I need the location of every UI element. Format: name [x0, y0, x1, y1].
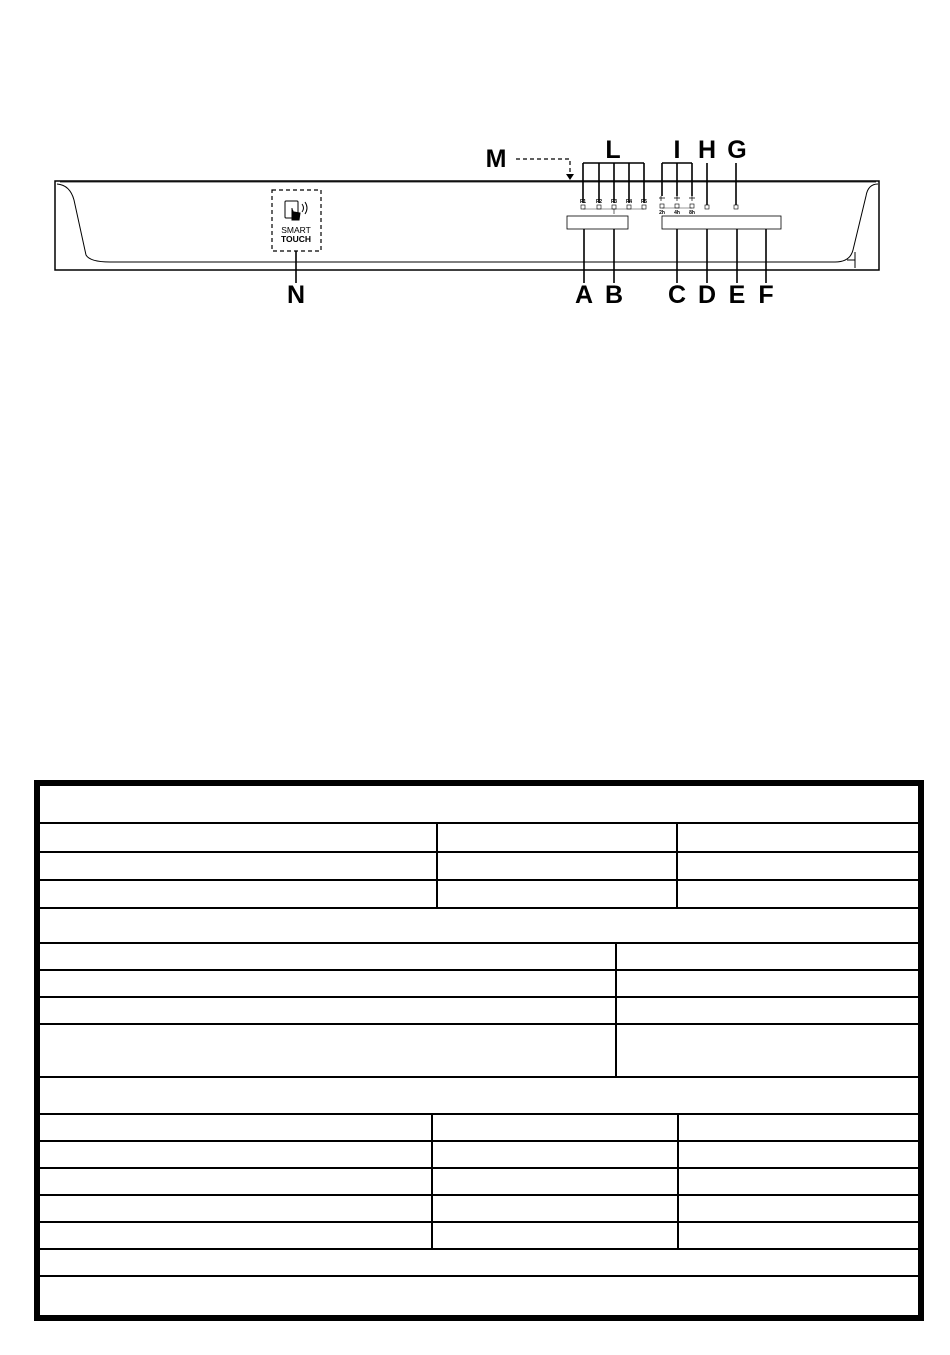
- table-cell: [40, 944, 617, 969]
- table-cell: [438, 824, 678, 851]
- table-cell: [678, 881, 918, 907]
- table-cell: [433, 1169, 679, 1194]
- callout-f: F: [758, 281, 774, 309]
- section3-header: [40, 1078, 918, 1113]
- delay-buttons: [659, 196, 695, 216]
- smart-touch-label-line1: SMART: [281, 225, 311, 235]
- table-cell: [679, 1115, 918, 1140]
- delay-button-2h: [659, 196, 665, 216]
- callout-g: G: [727, 136, 747, 164]
- program-label-p1: P1: [579, 199, 587, 205]
- callout-a: A: [574, 281, 594, 309]
- indicator-g: [734, 205, 738, 209]
- section2-header-row: [40, 909, 918, 944]
- table-cell: [40, 1223, 433, 1248]
- program-label-p2: P2: [595, 199, 603, 205]
- table-row: [40, 853, 918, 881]
- control-panel-diagram: [0, 0, 950, 330]
- table-cell: [679, 1169, 918, 1194]
- callout-d: D: [697, 281, 717, 309]
- table-row: [40, 971, 918, 998]
- nfc-touch-icon: [285, 201, 307, 220]
- smart-touch-label-line2: TOUCH: [280, 234, 312, 244]
- footer-row: [40, 1277, 918, 1315]
- table-cell: [679, 1223, 918, 1248]
- table-cell: [617, 1025, 918, 1076]
- table-cell: [40, 1277, 918, 1315]
- table-cell: [678, 824, 918, 851]
- table-cell: [617, 998, 918, 1023]
- table-cell: [40, 1142, 433, 1167]
- delay-label-2h: 2h: [659, 210, 665, 216]
- table-cell: [678, 853, 918, 879]
- callout-n: N: [286, 281, 306, 309]
- callout-c: C: [667, 281, 687, 309]
- section1-header: [40, 786, 918, 822]
- control-panel: [55, 181, 879, 270]
- callout-m: M: [485, 145, 507, 173]
- table-cell: [40, 824, 438, 851]
- table-row: [40, 1169, 918, 1196]
- table-row: [40, 944, 918, 971]
- program-label-p4: P4: [625, 199, 633, 205]
- table-cell: [40, 971, 617, 996]
- table-cell: [40, 1025, 617, 1076]
- table-cell: [433, 1115, 679, 1140]
- table-cell: [40, 853, 438, 879]
- table-cell: [438, 881, 678, 907]
- callout-i: I: [673, 136, 681, 164]
- table-cell: [438, 853, 678, 879]
- table-cell: [433, 1223, 679, 1248]
- table-cell: [433, 1196, 679, 1221]
- delay-button-4h: [674, 196, 680, 216]
- leader-lines: [296, 159, 766, 283]
- table-cell: [617, 971, 918, 996]
- table-cell: [617, 944, 918, 969]
- callout-b: B: [604, 281, 624, 309]
- callout-letters: [287, 136, 774, 309]
- table-row: [40, 998, 918, 1025]
- footer-row: [40, 1250, 918, 1277]
- table-row: [40, 1025, 918, 1078]
- display-window-right: [662, 216, 781, 229]
- table-cell: [40, 1250, 918, 1275]
- table-row: [40, 824, 918, 853]
- callout-l: L: [605, 136, 621, 164]
- smart-touch-area: [272, 190, 321, 251]
- table-row: [40, 1115, 918, 1142]
- callout-e: E: [728, 281, 746, 309]
- section1-header-row: [40, 786, 918, 824]
- table-cell: [40, 881, 438, 907]
- table-cell: [40, 1196, 433, 1221]
- table-row: [40, 1196, 918, 1223]
- delay-label-8h: 8h: [689, 210, 695, 216]
- table-row: [40, 881, 918, 909]
- table-cell: [40, 1115, 433, 1140]
- program-label-p5: P5: [640, 199, 648, 205]
- table-cell: [40, 1169, 433, 1194]
- display-window-left: [567, 216, 628, 229]
- callout-h: H: [697, 136, 717, 164]
- table-cell: [679, 1196, 918, 1221]
- table-row: [40, 1223, 918, 1250]
- program-label-p3: P3: [610, 199, 618, 205]
- delay-button-8h: [689, 196, 695, 216]
- delay-label-4h: 4h: [674, 210, 680, 216]
- spec-table: [34, 780, 924, 1321]
- section3-header-row: [40, 1078, 918, 1115]
- table-row: [40, 1142, 918, 1169]
- table-cell: [679, 1142, 918, 1167]
- indicator-h: [705, 205, 709, 209]
- section2-header: [40, 909, 918, 942]
- table-cell: [433, 1142, 679, 1167]
- table-cell: [40, 998, 617, 1023]
